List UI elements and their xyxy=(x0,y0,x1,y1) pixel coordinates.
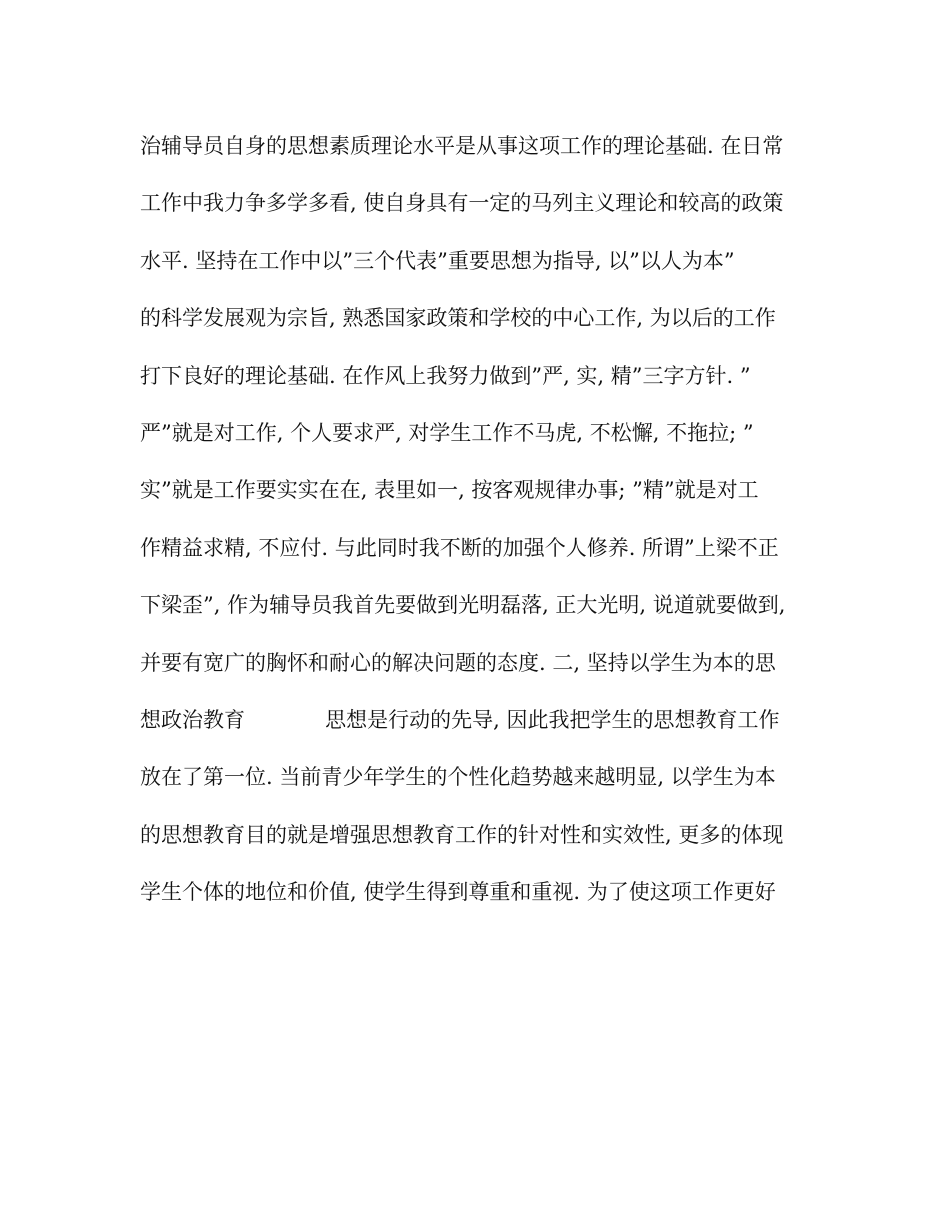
text-line: 治辅导员自身的思想素质理论水平是从事这项工作的理论基础. 在日常 xyxy=(140,134,784,158)
body-text xyxy=(140,118,830,921)
text-line: 打下良好的理论基础. 在作风上我努力做到”严, 实, 精”三字方针. ” xyxy=(140,363,751,388)
text-line: 工作中我力争多学多看, 使自身具有一定的马列主义理论和较高的政策 xyxy=(140,191,784,216)
text-line: 严”就是对工作, 个人要求严, 对学生工作不马虎, 不松懈, 不拖拉; ” xyxy=(140,420,754,445)
text-line: 想政治教育 思想是行动的先导, 因此我把学生的思想教育工作 xyxy=(140,707,780,732)
text-line: 作精益求精, 不应付. 与此同时我不断的加强个人修养. 所谓”上梁不正 xyxy=(140,535,779,560)
text-line: 水平. 坚持在工作中以”三个代表”重要思想为指导, 以”以人为本” xyxy=(140,248,735,273)
text-line: 放在了第一位. 当前青少年学生的个性化趋势越来越明显, 以学生为本 xyxy=(140,765,776,790)
text-line: 的科学发展观为宗旨, 熟悉国家政策和学校的中心工作, 为以后的工作 xyxy=(140,306,776,331)
text-line: 的思想教育目的就是增强思想教育工作的针对性和实效性, 更多的体现 xyxy=(140,822,784,847)
text-line: 下梁歪”, 作为辅导员我首先要做到光明磊落, 正大光明, 说道就要做到, xyxy=(140,593,786,618)
text-line: 学生个体的地位和价值, 使学生得到尊重和重视. 为了使这项工作更好 xyxy=(140,880,776,905)
text-line: 实”就是工作要实实在在, 表里如一, 按客观规律办事; ”精”就是对工 xyxy=(140,478,759,503)
text-line: 并要有宽广的胸怀和耐心的解决问题的态度. 二, 坚持以学生为本的思 xyxy=(140,650,776,675)
